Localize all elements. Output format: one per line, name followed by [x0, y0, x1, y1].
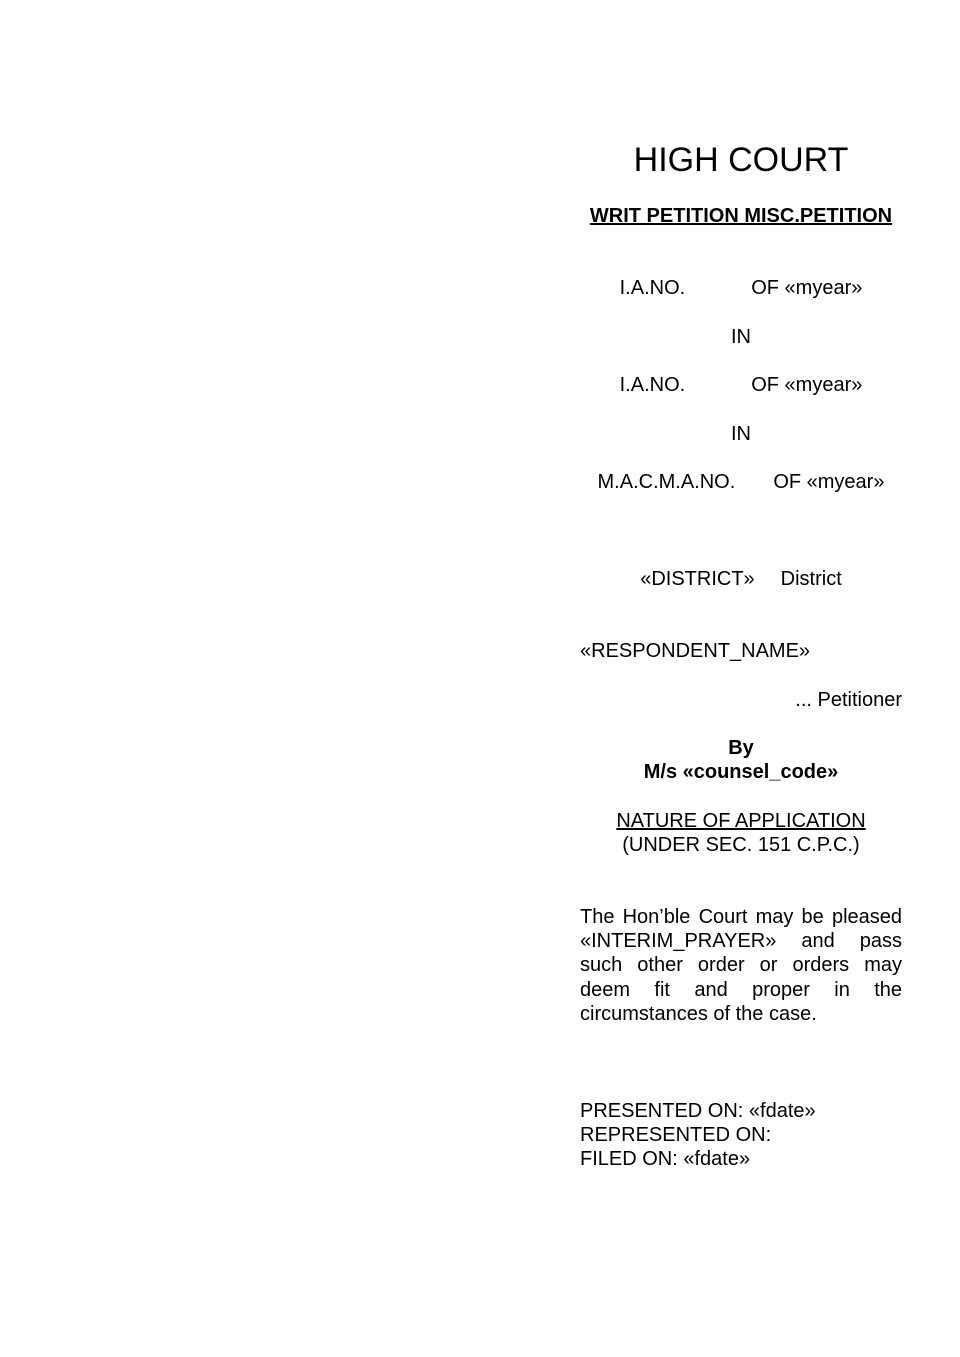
- party-name: «RESPONDENT_NAME»: [580, 640, 811, 662]
- district-label: District: [780, 568, 842, 590]
- nature-section: (UNDER SEC. 151 C.P.C.): [622, 834, 860, 856]
- case-connector-2: IN: [731, 423, 751, 445]
- prayer-field: «INTERIM_PRAYER»: [580, 930, 777, 953]
- nature-heading: [580, 809, 902, 833]
- counsel-by: By: [728, 737, 754, 759]
- case-ref-3-label: M.A.C.M.A.NO.: [597, 471, 736, 493]
- petition-type-heading: WRIT PETITION MISC.PETITION: [589, 205, 893, 227]
- nature-heading-text: NATURE OF APPLICATION: [616, 810, 866, 832]
- district-field: «DISTRICT»: [640, 568, 755, 590]
- presented-on: PRESENTED ON: «fdate»: [580, 1100, 816, 1122]
- counsel-name: M/s «counsel_code»: [643, 761, 839, 783]
- case-ref-1-label: I.A.NO.: [619, 277, 686, 299]
- case-ref-2: [580, 373, 902, 397]
- filed-on: FILED ON: «fdate»: [580, 1148, 751, 1170]
- party-role: ... Petitioner: [795, 689, 902, 711]
- case-ref-2-suffix: OF «myear»: [751, 374, 863, 396]
- case-ref-3: [580, 470, 902, 494]
- case-ref-3-suffix: OF «myear»: [773, 471, 885, 493]
- prayer-rest: and pass such other order or orders may deem fit and proper in the circumstances of the case.: [580, 930, 902, 1025]
- case-ref-1: [580, 276, 902, 300]
- prayer-paragraph: [580, 905, 902, 1026]
- court-title: HIGH COURT: [633, 141, 849, 179]
- case-ref-1-suffix: OF «myear»: [751, 277, 863, 299]
- prayer-opening: The Hon’ble Court may be pleased: [580, 906, 902, 928]
- case-ref-2-label: I.A.NO.: [619, 374, 686, 396]
- district-line: [580, 567, 902, 591]
- case-connector-1: IN: [731, 326, 751, 348]
- represented-on: REPRESENTED ON:: [580, 1124, 772, 1146]
